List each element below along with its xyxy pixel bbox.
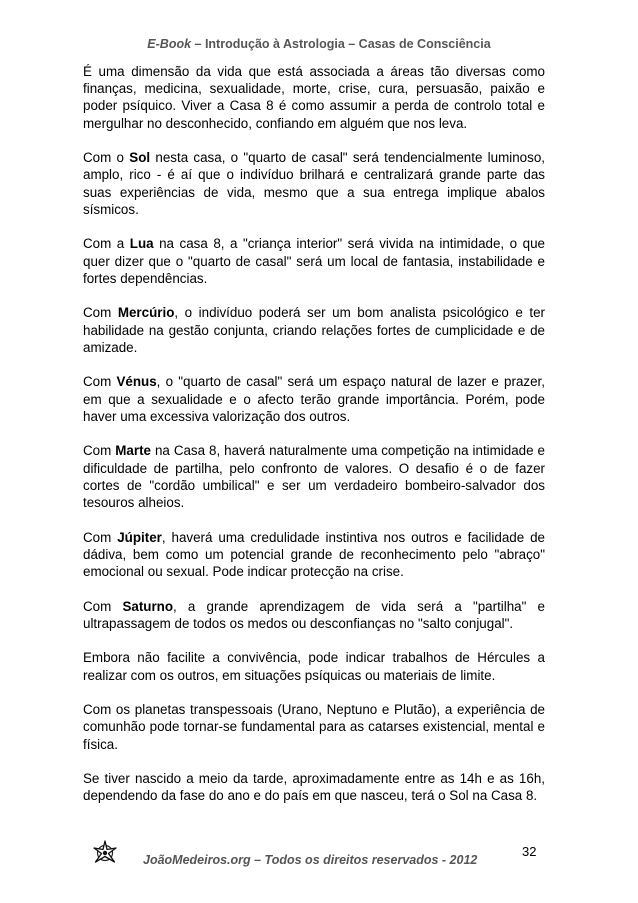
paragraph-text: Com (83, 305, 118, 321)
header-title: – Introdução à Astrologia – Casas de Consciência (191, 37, 491, 51)
page-number: 32 (522, 844, 537, 859)
planet-name: Sol (129, 150, 151, 166)
paragraph-hercules (83, 649, 545, 683)
paragraph-text: , a grande aprendizagem de vida será a "partilha" e ultrapassagem de todos os medos ou desconfianças no "salto conjugal". (83, 598, 545, 631)
paragraph-marte (83, 442, 545, 511)
paragraph-text: na casa 8, a "criança interior" será vivida na intimidade, o que quer dizer que o "quarto de casal" será um local de fantasia, instabilidade e fortes dependências. (83, 236, 545, 286)
paragraph-text: Embora não facilite a convivência, pode indicar trabalhos de Hércules a realizar com os outros, em situações psíquicas ou materiais de limite. (83, 650, 545, 683)
page-body (83, 63, 545, 822)
paragraph-text: , o indivíduo poderá ser um bom analista psicológico e ter habilidade na gestão conjunta, criando relações fortes de cumplicidade e de amizade. (83, 305, 545, 355)
paragraph-text: Com (83, 374, 117, 390)
paragraph-text: Com (83, 443, 116, 459)
planet-name: Saturno (122, 598, 174, 614)
paragraph-nascimento (83, 770, 545, 804)
planet-name: Lua (129, 236, 154, 252)
paragraph-intro (83, 63, 545, 132)
planet-name: Júpiter (117, 529, 162, 545)
page-footer: JoãoMedeiros.org – Todos os direitos reservados - 2012 (143, 853, 478, 867)
paragraph-sol (83, 149, 545, 218)
planet-name: Marte (115, 443, 151, 459)
page-header (0, 37, 638, 51)
paragraph-mercurio (83, 304, 545, 356)
paragraph-text: É uma dimensão da vida que está associada a áreas tão diversas como finanças, medicina, sexualidade, morte, crise, cura, persuasão, paixão e poder psíquico. Viver a Casa 8 é como assumir a perda de controlo total e mergulhar no desconhecido, confiando em alguém que nos leva. (83, 64, 545, 131)
paragraph-text: Com (83, 598, 123, 614)
planet-name: Vénus (116, 374, 157, 390)
paragraph-saturno (83, 598, 545, 632)
paragraph-text: Se tiver nascido a meio da tarde, aproximadamente entre as 14h e as 16h, dependendo da fase do ano e do país em que nasceu, terá o Sol na Casa 8. (83, 771, 545, 804)
paragraph-text: , o "quarto de casal" será um espaço natural de lazer e prazer, em que a sexualidade e o afecto terão grande importância. Porém, pode haver uma excessiva valorização dos outros. (83, 374, 545, 424)
paragraph-text: , haverá uma credulidade instintiva nos outros e facilidade de dádiva, bem como um potencial grande de reconhecimento pelo "abraço" emocional ou sexual. Pode indicar protecção na crise. (83, 529, 545, 580)
star-logo-icon (92, 840, 118, 866)
paragraph-transpessoais (83, 701, 545, 753)
paragraph-text: Com os planetas transpessoais (Urano, Neptuno e Plutão), a experiência de comunhão pode tornar-se fundamental para as catarses existencial, mental e física. (83, 702, 545, 752)
paragraph-text: Com a (83, 236, 130, 252)
paragraph-text: Com o (83, 150, 130, 166)
paragraph-jupiter (83, 529, 545, 581)
paragraph-text: Com (83, 529, 118, 545)
paragraph-text: nesta casa, o "quarto de casal" será tendencialmente luminoso, amplo, rico - é aí que o indivíduo brilhará e centralizará grande parte das suas experiências de vida, mesmo que a sua entrega implique abalos sísmicos. (83, 150, 545, 217)
header-ebook: E-Book (147, 37, 192, 51)
paragraph-text: na Casa 8, haverá naturalmente uma competição na intimidade e dificuldade de partilha, pelo confronto de valores. O desafio é o de fazer cortes de "cordão umbilical" e ser um verdadeiro bombeiro-salvador dos tesouros alheios. (83, 443, 545, 511)
paragraph-lua (83, 235, 545, 287)
paragraph-venus (83, 373, 545, 425)
planet-name: Mercúrio (117, 305, 175, 321)
